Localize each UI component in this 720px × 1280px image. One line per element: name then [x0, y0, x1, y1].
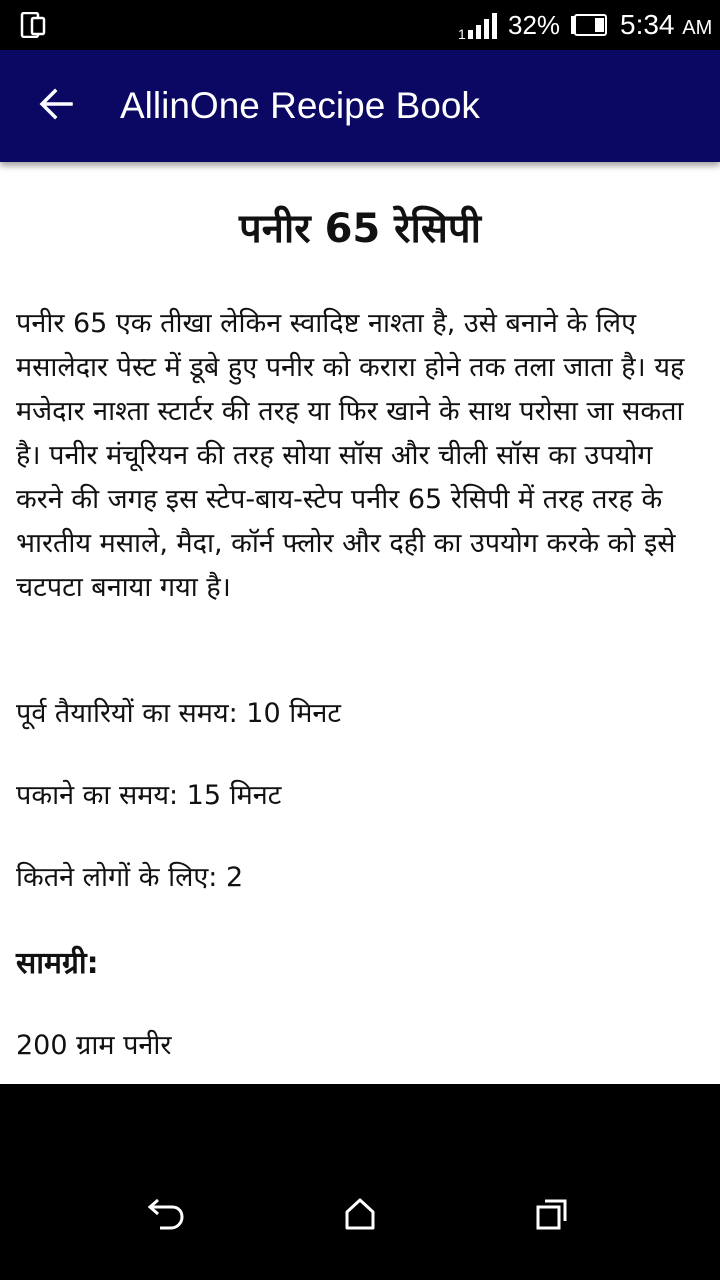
ingredients-heading: सामग्री:	[16, 946, 99, 981]
clock-time: 5:34	[620, 9, 675, 40]
app-bar	[0, 50, 720, 162]
phone-portrait-icon	[20, 12, 46, 38]
recipe-content[interactable]	[0, 162, 720, 1084]
battery-percent: 32%	[508, 10, 561, 40]
app-title: AllinOne Recipe Book	[120, 85, 480, 126]
navigation-bar	[0, 1084, 720, 1280]
clock	[620, 9, 712, 44]
prep-time: पूर्व तैयारियों का समय: 10 मिनट	[16, 698, 341, 729]
cook-time: पकाने का समय: 15 मिनट	[16, 780, 282, 811]
recipe-intro: पनीर 65 एक तीखा लेकिन स्वादिष्ट नाश्ता है, उसे बनाने के लिए मसालेदार पेस्ट में डूबे हुए पनीर को करारा होने तक तला जाता है। यह मजेदार नाश्ता स्टार्टर की तरह या फिर खाने के साथ परोसा जा सकता है। पनीर मंचूरियन की तरह सोया सॉस और चीली सॉस का उपयोग करने की जगह इस स्टेप-बाय-स्टेप पनीर 65 रेसिपी में तरह तरह के भारतीय मसाले, मैदा, कॉर्न फ्लोर और दही का उपयोग करके को इसे चटपटा बनाया गया है।	[16, 308, 685, 603]
ingredient-item: 200 ग्राम पनीर	[16, 1030, 172, 1061]
back-button[interactable]	[28, 78, 84, 134]
back-nav-icon	[146, 1196, 186, 1236]
servings: कितने लोगों के लिए: 2	[16, 862, 244, 893]
home-nav-button[interactable]	[328, 1184, 392, 1248]
signal-icon	[458, 12, 500, 40]
back-nav-button[interactable]	[134, 1184, 198, 1248]
svg-text:1: 1	[458, 26, 466, 40]
battery-icon	[570, 14, 608, 36]
recents-nav-button[interactable]	[520, 1184, 584, 1248]
clock-ampm: AM	[682, 17, 713, 39]
status-bar	[0, 0, 720, 50]
arrow-back-icon	[38, 86, 74, 126]
home-nav-icon	[343, 1197, 377, 1235]
recipe-title: पनीर 65 रेसिपी	[239, 206, 481, 252]
recents-nav-icon	[535, 1197, 569, 1235]
